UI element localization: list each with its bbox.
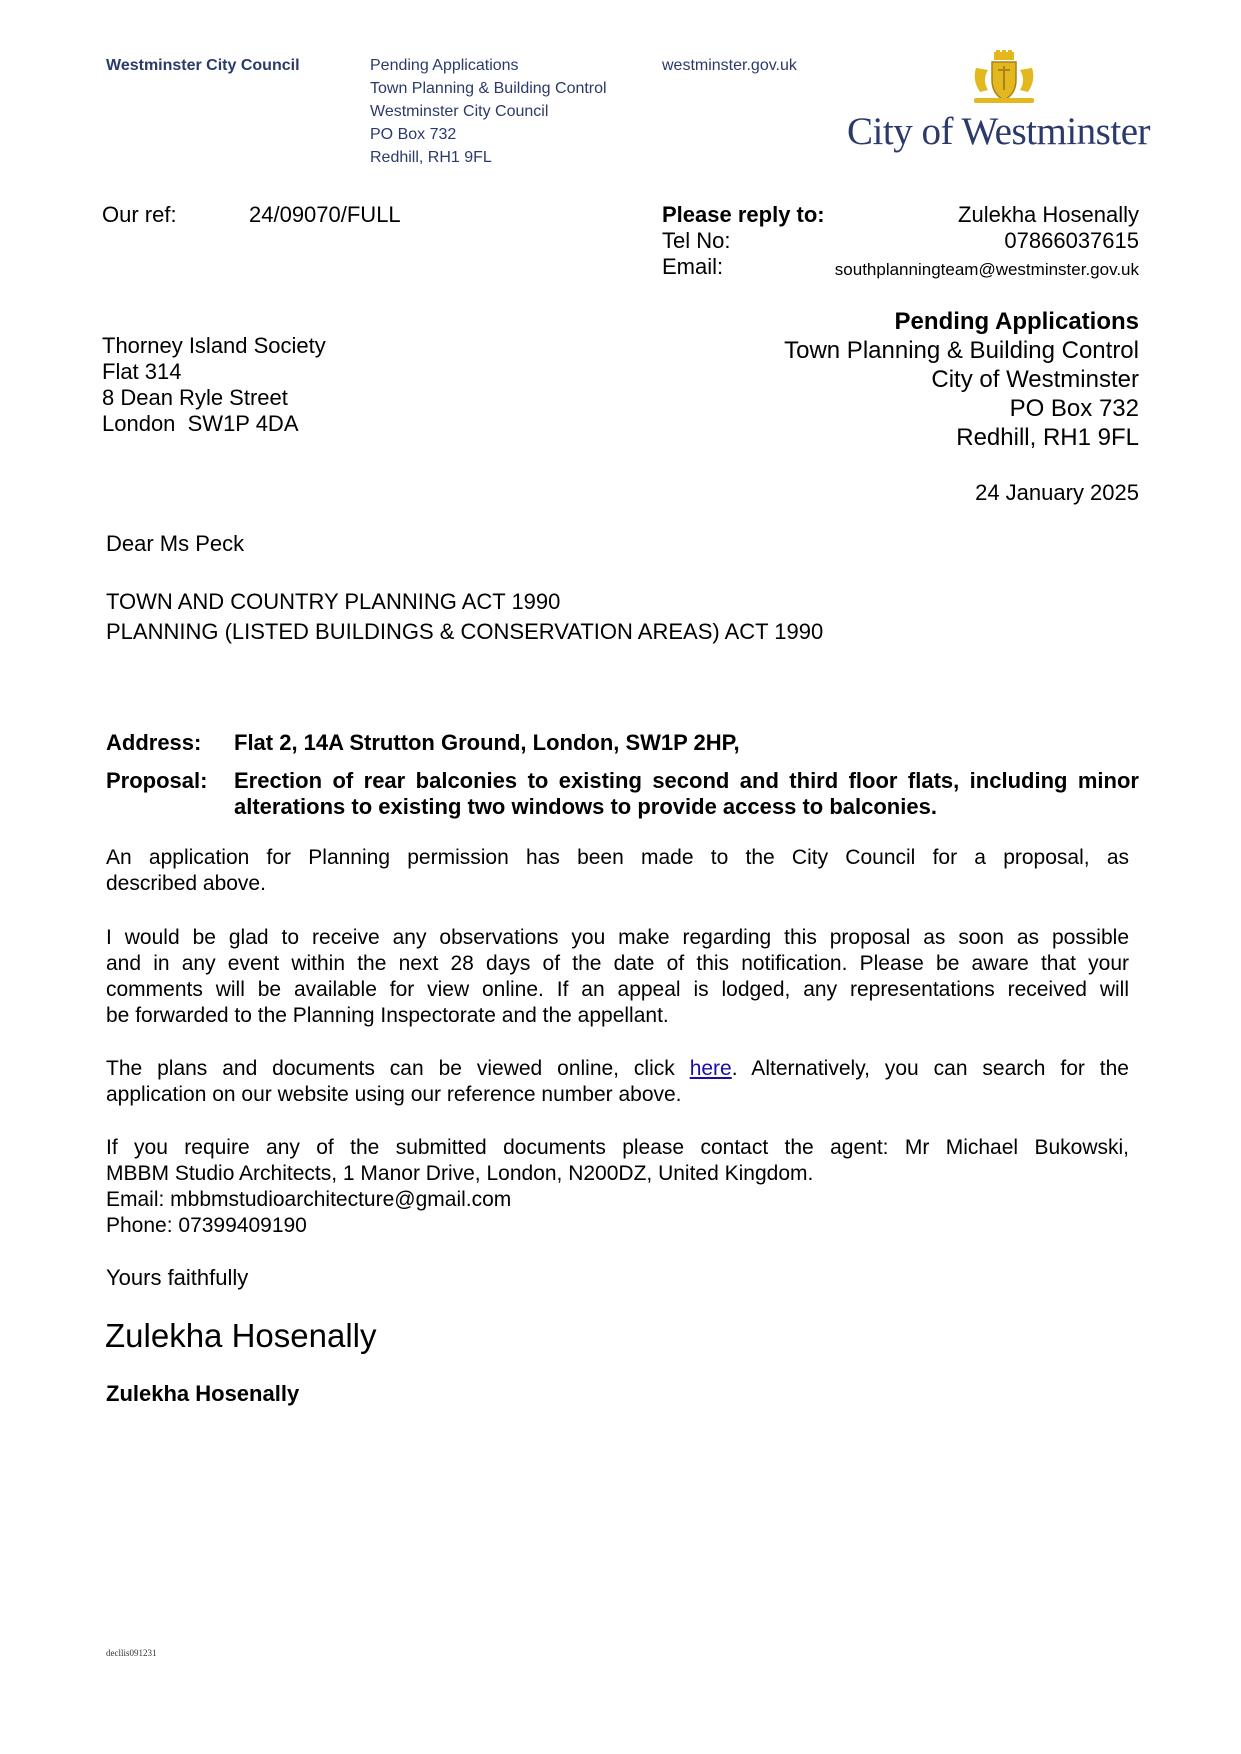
- address-label: Address:: [106, 730, 202, 755]
- sender-title: Pending Applications: [894, 308, 1139, 335]
- site-address: Flat 2, 14A Strutton Ground, London, SW1P 2HP,: [234, 730, 740, 755]
- council-address-line: Town Planning & Building Control: [370, 80, 607, 97]
- sender-line: City of Westminster: [931, 366, 1139, 393]
- paragraph-line: and in any event within the next 28 days of the date of this notification. Please be aware that your: [106, 952, 1129, 975]
- plans-here-link[interactable]: here: [689, 1057, 732, 1080]
- letter-date: 24 January 2025: [975, 480, 1139, 505]
- salutation: Dear Ms Peck: [106, 531, 245, 556]
- paragraph-application: [106, 845, 1129, 897]
- paragraph-line: be forwarded to the Planning Inspectorate and the appellant.: [106, 1004, 669, 1027]
- reply-email: southplanningteam@westminster.gov.uk: [834, 260, 1139, 279]
- paragraph-line: An application for Planning permission has been made to the City Council for a proposal, as: [106, 846, 1129, 869]
- paragraph-agent: [106, 1135, 1129, 1239]
- paragraph-line: If you require any of the submitted documents please contact the agent: Mr Michael Bukowski,: [106, 1136, 1129, 1159]
- proposal-label: Proposal:: [106, 768, 208, 793]
- paragraph-line: described above.: [106, 872, 266, 895]
- footer-code: decllis091231: [106, 1648, 157, 1658]
- ref-label: Our ref:: [102, 202, 177, 227]
- sender-line: Town Planning & Building Control: [784, 337, 1139, 364]
- act-line: PLANNING (LISTED BUILDINGS & CONSERVATION AREAS) ACT 1990: [106, 619, 824, 644]
- coat-of-arms-icon: [968, 50, 1040, 106]
- paragraph-line: MBBM Studio Architects, 1 Manor Drive, London, N200DZ, United Kingdom.: [106, 1162, 814, 1185]
- recipient-line: Flat 314: [102, 359, 182, 384]
- tel-label: Tel No:: [662, 228, 731, 253]
- council-address-line: PO Box 732: [370, 126, 457, 143]
- council-postal-address: [370, 54, 607, 169]
- email-label: Email:: [662, 254, 724, 279]
- ref-value: 24/09070/FULL: [249, 202, 401, 227]
- sender-line: Redhill, RH1 9FL: [956, 424, 1139, 451]
- council-address-line: Westminster City Council: [370, 103, 549, 120]
- proposal-line: alterations to existing two windows to provide access to balconies.: [234, 794, 937, 819]
- council-address-line: Pending Applications: [370, 57, 519, 74]
- reply-to-label: Please reply to:: [662, 202, 825, 227]
- act-line: TOWN AND COUNTRY PLANNING ACT 1990: [106, 589, 561, 614]
- recipient-address: [102, 333, 326, 437]
- paragraph-line: [106, 1056, 1129, 1082]
- recipient-line: London SW1P 4DA: [102, 411, 299, 436]
- statutory-acts: [106, 587, 823, 647]
- paragraph-line: application on our website using our reference number above.: [106, 1083, 682, 1106]
- agent-email: Email: mbbmstudioarchitecture@gmail.com: [106, 1188, 512, 1211]
- sender-line: PO Box 732: [1009, 395, 1139, 422]
- agent-phone: Phone: 07399409190: [106, 1214, 307, 1237]
- paragraph-observations: [106, 925, 1129, 1029]
- recipient-line: Thorney Island Society: [102, 333, 326, 358]
- council-address-line: Redhill, RH1 9FL: [370, 149, 492, 166]
- council-name: Westminster City Council: [106, 57, 300, 74]
- paragraph-line: comments will be available for view online. If an appeal is lodged, any representations received will: [106, 978, 1129, 1001]
- recipient-line: 8 Dean Ryle Street: [102, 385, 288, 410]
- plans-text-cont: . Alternatively, you can search for the: [731, 1057, 1129, 1080]
- paragraph-line: I would be glad to receive any observations you make regarding this proposal as soon as possible: [106, 926, 1129, 949]
- council-website: westminster.gov.uk: [662, 57, 797, 74]
- plans-text: The plans and documents can be viewed online, click: [106, 1057, 690, 1080]
- proposal-text: [234, 768, 1139, 820]
- closing: Yours faithfully: [106, 1265, 249, 1290]
- tel-number: 07866037615: [1004, 228, 1139, 253]
- signature: Zulekha Hosenally: [105, 1317, 377, 1354]
- paragraph-plans: [106, 1056, 1129, 1108]
- signatory-name: Zulekha Hosenally: [106, 1381, 300, 1406]
- city-of-westminster-logotype: City of Westminster: [847, 110, 1150, 153]
- proposal-line: Erection of rear balconies to existing second and third floor flats, including minor: [234, 768, 1139, 793]
- sender-address: [680, 307, 1139, 452]
- reply-to-name: Zulekha Hosenally: [958, 202, 1139, 227]
